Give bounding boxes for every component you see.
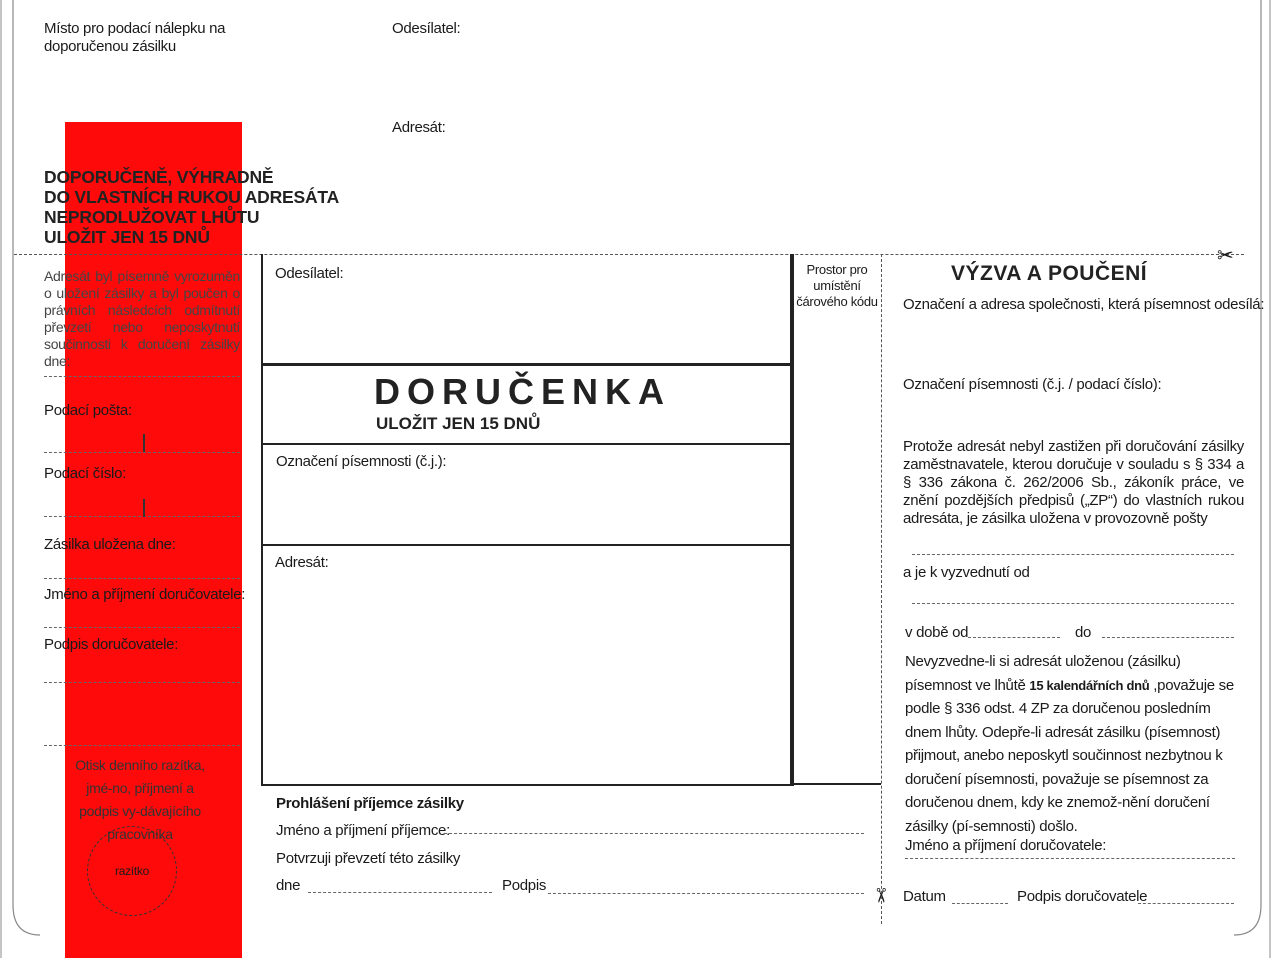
- confirm-label: Potvrzuji převzetí této zásilky: [276, 850, 461, 867]
- headline-line: DO VLASTNÍCH RUKOU ADRESÁTA: [44, 187, 340, 207]
- receipt-date-label: dne: [276, 877, 301, 894]
- recipient-name-line[interactable]: [444, 833, 864, 834]
- headline-line: NEPRODLUŽOVAT LHŮTU: [44, 207, 260, 227]
- stub-stored-date-label: Zásilka uložena dne:: [44, 536, 176, 553]
- pickup-date-line[interactable]: [912, 603, 1234, 604]
- right-panel-title: VÝZVA A POUČENÍ: [951, 262, 1148, 285]
- period-to-label: do: [1075, 624, 1092, 641]
- right-signature-label: Podpis doručovatele: [1017, 888, 1148, 905]
- right-deliverer-name-line[interactable]: [905, 858, 1235, 859]
- scissors-icon: ✂: [1217, 245, 1234, 267]
- period-from-label: v době od: [905, 624, 969, 641]
- stub-field-line: [44, 627, 240, 628]
- scissors-icon: ✂: [868, 887, 891, 904]
- right-signature-line[interactable]: [1138, 903, 1234, 904]
- stub-field-line: [44, 682, 240, 683]
- card-sender-label: Odesílatel:: [275, 265, 344, 282]
- barcode-space-label: Prostor pro umístění čárového kódu: [796, 262, 878, 309]
- right-deliverer-name-label: Jméno a příjmení doručovatele:: [905, 837, 1107, 854]
- stub-field-line: [44, 516, 240, 517]
- recipient-name-label: Jméno a příjmení příjemce:: [276, 822, 450, 839]
- period-to-line[interactable]: [1102, 637, 1234, 638]
- stub-post-number-label: Podací číslo:: [44, 465, 126, 482]
- card-subtitle: ULOŽIT JEN 15 DNŮ: [376, 414, 541, 433]
- stub-notice-text: Adresát byl písemně vyrozuměn o uložení zásilky a byl poučen o právních následcích odmítnutí převzetí nebo neposkytnutí součinnosti k doručení zásilky dne:: [44, 268, 240, 369]
- warning-text-part: Nevyzvedne-li si adresát uloženou (zásilku) písemnost ve lhůtě: [905, 653, 1181, 694]
- receipt-signature-label: Podpis: [502, 877, 547, 894]
- headline-line: ULOŽIT JEN 15 DNŮ: [44, 227, 210, 247]
- pickup-label: a je k vyzvednutí od: [903, 564, 1030, 581]
- envelope-headline: [44, 167, 339, 247]
- receipt-signature-line[interactable]: [548, 893, 864, 894]
- stub-field-line: [44, 452, 240, 453]
- stamp-note: Otisk denního razítka, jmé-no, příjmení a podpis vy-dávajícího pracovníka: [75, 757, 205, 842]
- storage-office-line[interactable]: [912, 554, 1234, 555]
- envelope-addressee-label: Adresát:: [392, 119, 446, 136]
- warning-text: [905, 650, 1247, 838]
- stub-field-divider: [143, 499, 145, 517]
- envelope-sender-label: Odesílatel:: [392, 20, 461, 37]
- stub-post-office-label: Podací pošta:: [44, 402, 132, 419]
- warning-text-part: ,považuje se podle § 336 odst. 4 ZP za doručenou posledním dnem lhůty. Odepře-li adresát zásilku (písemnost) přijmout, anebo neposkytl součinnost nezbytnou k doručení písemnosti, považuje se písemnost za doručenou dnem, kdy ke znemož-nění doručení zásilky (pí-semnosti) došlo.: [905, 676, 1234, 835]
- stamp-label: razítko: [115, 864, 149, 878]
- card-bottom-line: [790, 783, 881, 785]
- vertical-perforation-line: [881, 254, 882, 924]
- headline-line: DOPORUČENĚ, VÝHRADNĚ: [44, 167, 274, 187]
- company-label: Označení a adresa společnosti, která písemnost odesílá:: [903, 296, 1265, 313]
- stub-field-line: [44, 376, 240, 377]
- period-from-line[interactable]: [968, 637, 1060, 638]
- document-label: Označení písemnosti (č.j. / podací číslo):: [903, 376, 1162, 393]
- stub-deliverer-signature-label: Podpis doručovatele:: [44, 636, 179, 653]
- card-addressee-box: [261, 544, 794, 786]
- storage-notice-text: Protože adresát nebyl zastižen při doručování zásilky zaměstnavatele, kterou doručuje v souladu s § 334 a § 336 zákona č. 262/2006 Sb., zákoník práce, ve znění pozdějších předpisů („ZP“) do vlastních rukou adresáta, je zásilka uložena v provozovně pošty: [903, 438, 1244, 527]
- stub-field-line: [44, 578, 240, 579]
- card-title: DORUČENKA: [374, 371, 671, 412]
- right-date-line[interactable]: [952, 903, 1008, 904]
- warning-bold: 15 kalendářních dnů: [1029, 677, 1150, 693]
- sticker-placeholder-label: Místo pro podací nálepku na doporučenou zásilku: [44, 20, 226, 55]
- stub-field-divider: [143, 434, 145, 452]
- stub-field-line: [44, 745, 240, 746]
- right-date-label: Datum: [903, 888, 946, 905]
- receipt-date-line[interactable]: [308, 892, 492, 893]
- card-document-label: Označení písemnosti (č.j.):: [276, 453, 447, 470]
- barcode-column-border: [790, 254, 792, 784]
- stub-deliverer-name-label: Jméno a příjmení doručovatele:: [44, 586, 246, 603]
- card-addressee-label: Adresát:: [275, 554, 329, 571]
- declaration-title: Prohlášení příjemce zásilky: [276, 795, 464, 812]
